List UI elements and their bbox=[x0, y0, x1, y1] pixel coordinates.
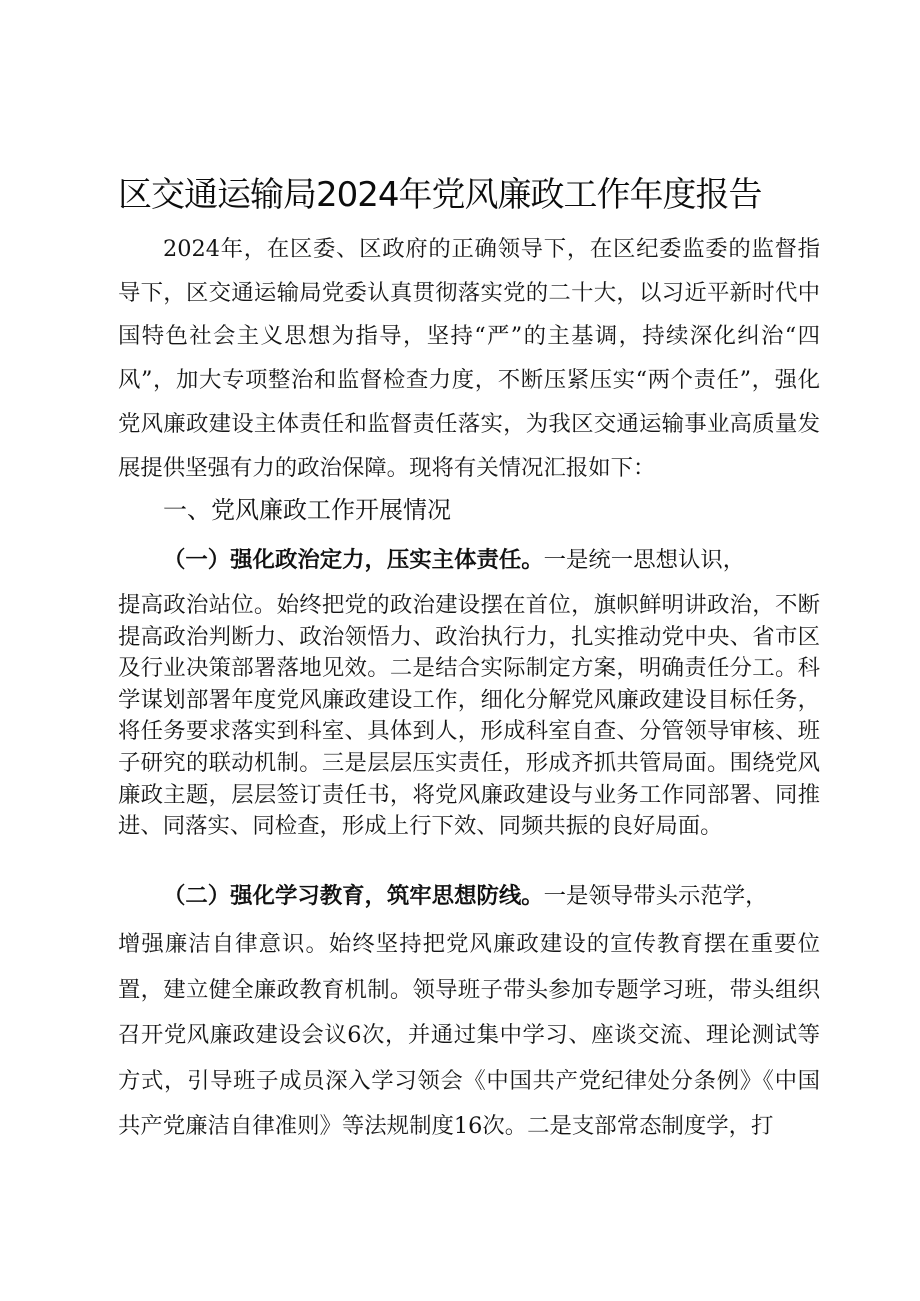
subsection-2-lead: 一是领导带头示范学， bbox=[543, 883, 768, 909]
intro-paragraph: 2024年，在区委、区政府的正确领导下，在区纪委监委的监督指导下，区交通运输局党委认真贯彻落实党的二十大，以习近平新时代中国特色社会主义思想为指导，坚持“严”的主基调，持续深化纠治“四风”，加大专项整治和监督检查力度，不断压紧压实“两个责任”，强化党风廉政建设主体责任和监督责任落实，为我区交通运输事业高质量发展提供坚强有力的政治保障。现将有关情况汇报如下： bbox=[118, 236, 820, 481]
subsection-2-heading: （二）强化学习教育，筑牢思想防线。 bbox=[163, 883, 544, 909]
section-heading: 一、党风廉政工作开展情况 bbox=[163, 496, 451, 524]
subsection-1-lead-line bbox=[163, 540, 823, 580]
subsection-2-body: 增强廉洁自律意识。始终坚持把党风廉政建设的宣传教育摆在重要位置，建立健全廉政教育机制。领导班子带头参加专题学习班，带头组织召开党风廉政建设会议6次，并通过集中学习、座谈交流、理论测试等方式，引导班子成员深入学习领会《中国共产党纪律处分条例》《中国共产党廉洁自律准则》等法规制度16次。二是支部常态制度学，打 bbox=[118, 931, 820, 1139]
subsection-2-lead-line bbox=[163, 876, 823, 916]
subsection-1-body: 提高政治站位。始终把党的政治建设摆在首位，旗帜鲜明讲政治，不断提高政治判断力、政治领悟力、政治执行力，扎实推动党中央、省市区及行业决策部署落地见效。二是结合实际制定方案，明确责任分工。科学谋划部署年度党风廉政建设工作，细化分解党风廉政建设目标任务，将任务要求落实到科室、具体到人，形成科室自查、分管领导审核、班子研究的联动机制。三是层层压实责任，形成齐抓共管局面。围绕党风廉政主题，层层签订责任书，将党风廉政建设与业务工作同部署、同推进、同落实、同检查，形成上行下效、同频共振的良好局面。 bbox=[118, 592, 820, 840]
document-title: 区交通运输局2024年党风廉政工作年度报告 bbox=[118, 175, 762, 215]
subsection-1-lead: 一是统一思想认识， bbox=[543, 547, 746, 573]
subsection-1-heading: （一）强化政治定力，压实主体责任。 bbox=[163, 547, 544, 573]
